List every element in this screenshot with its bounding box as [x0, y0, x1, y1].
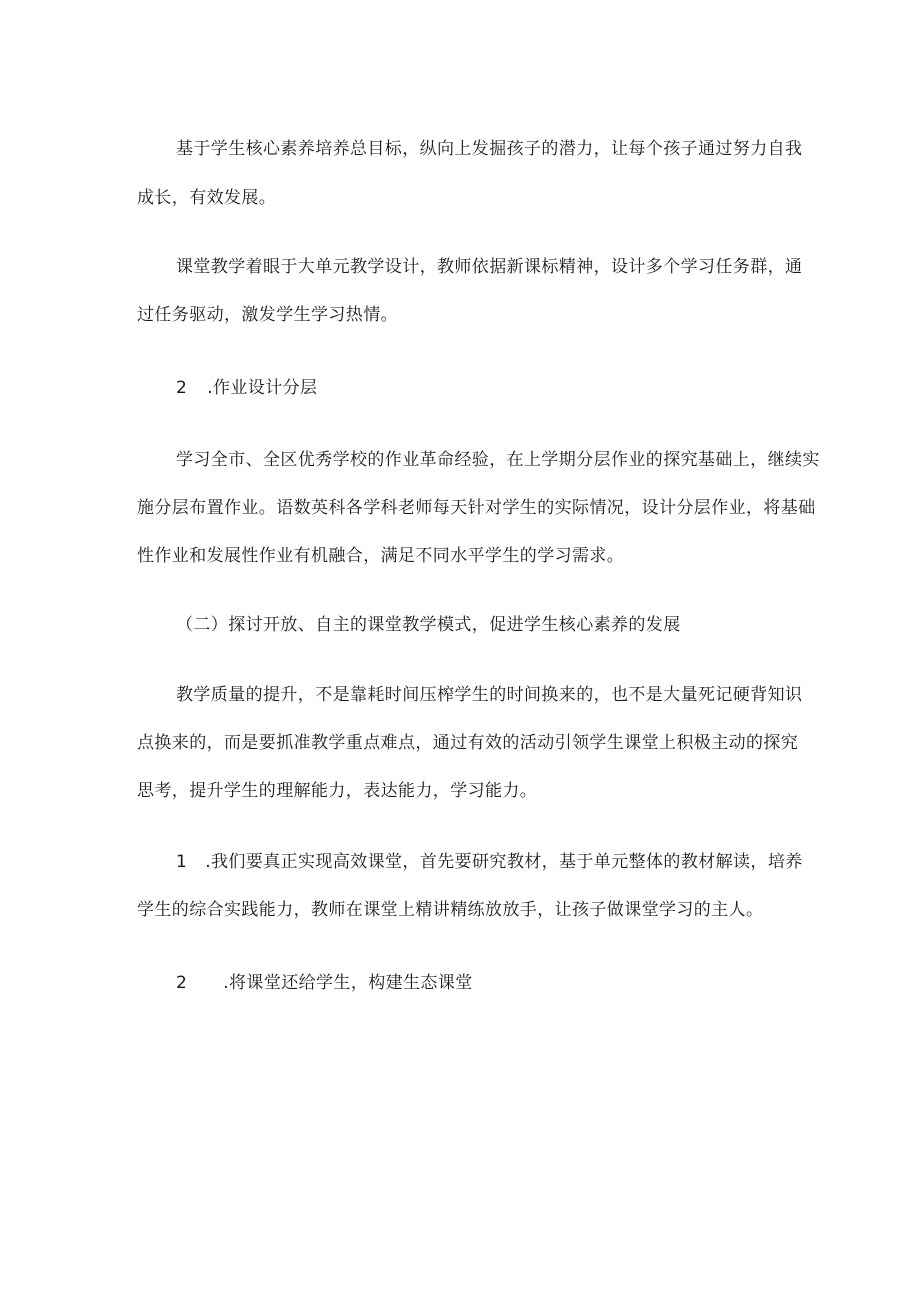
heading-text: .作业设计分层: [207, 378, 318, 398]
paragraph-line: 过任务驱动，激发学生学习热情。: [137, 305, 398, 325]
heading-number: 2: [176, 378, 188, 398]
section-heading: （二）探讨开放、自主的课堂教学模式，促进学生核心素养的发展: [176, 615, 681, 635]
paragraph-line: 教学质量的提升，不是靠耗时间压榨学生的时间换来的，也不是大量死记硬背知识: [176, 685, 803, 705]
paragraph-line: 思考，提升学生的理解能力，表达能力，学习能力。: [137, 781, 538, 801]
heading-text: .将课堂还给学生，构建生态课堂: [223, 973, 473, 993]
heading-number: 2: [176, 973, 188, 993]
paragraph-line: 施分层布置作业。语数英科各学科老师每天针对学生的实际情况，设计分层作业，将基础: [137, 498, 816, 518]
item-text: .我们要真正实现高效课堂，首先要研究教材，基于单元整体的教材解读，培养: [205, 852, 803, 872]
paragraph-line: 点换来的，而是要抓准教学重点难点，通过有效的活动引领学生课堂上积极主动的探究: [137, 733, 799, 753]
item-number: 1: [176, 852, 188, 872]
paragraph-line: 学习全市、全区优秀学校的作业革命经验，在上学期分层作业的探究基础上，继续实: [176, 450, 820, 470]
paragraph-line: 学生的综合实践能力，教师在课堂上精讲精练放放手，让孩子做课堂学习的主人。: [137, 900, 764, 920]
numbered-paragraph-line: [176, 851, 803, 873]
section-heading: [176, 972, 473, 994]
paragraph-line: 课堂教学着眼于大单元教学设计，教师依据新课标精神，设计多个学习任务群，通: [176, 257, 803, 277]
section-heading: [176, 377, 317, 399]
paragraph-line: 性作业和发展性作业有机融合，满足不同水平学生的学习需求。: [137, 546, 625, 566]
paragraph-line: 成长，有效发展。: [137, 188, 277, 208]
paragraph-line: 基于学生核心素养培养总目标，纵向上发掘孩子的潜力，让每个孩子通过努力自我: [176, 139, 803, 159]
